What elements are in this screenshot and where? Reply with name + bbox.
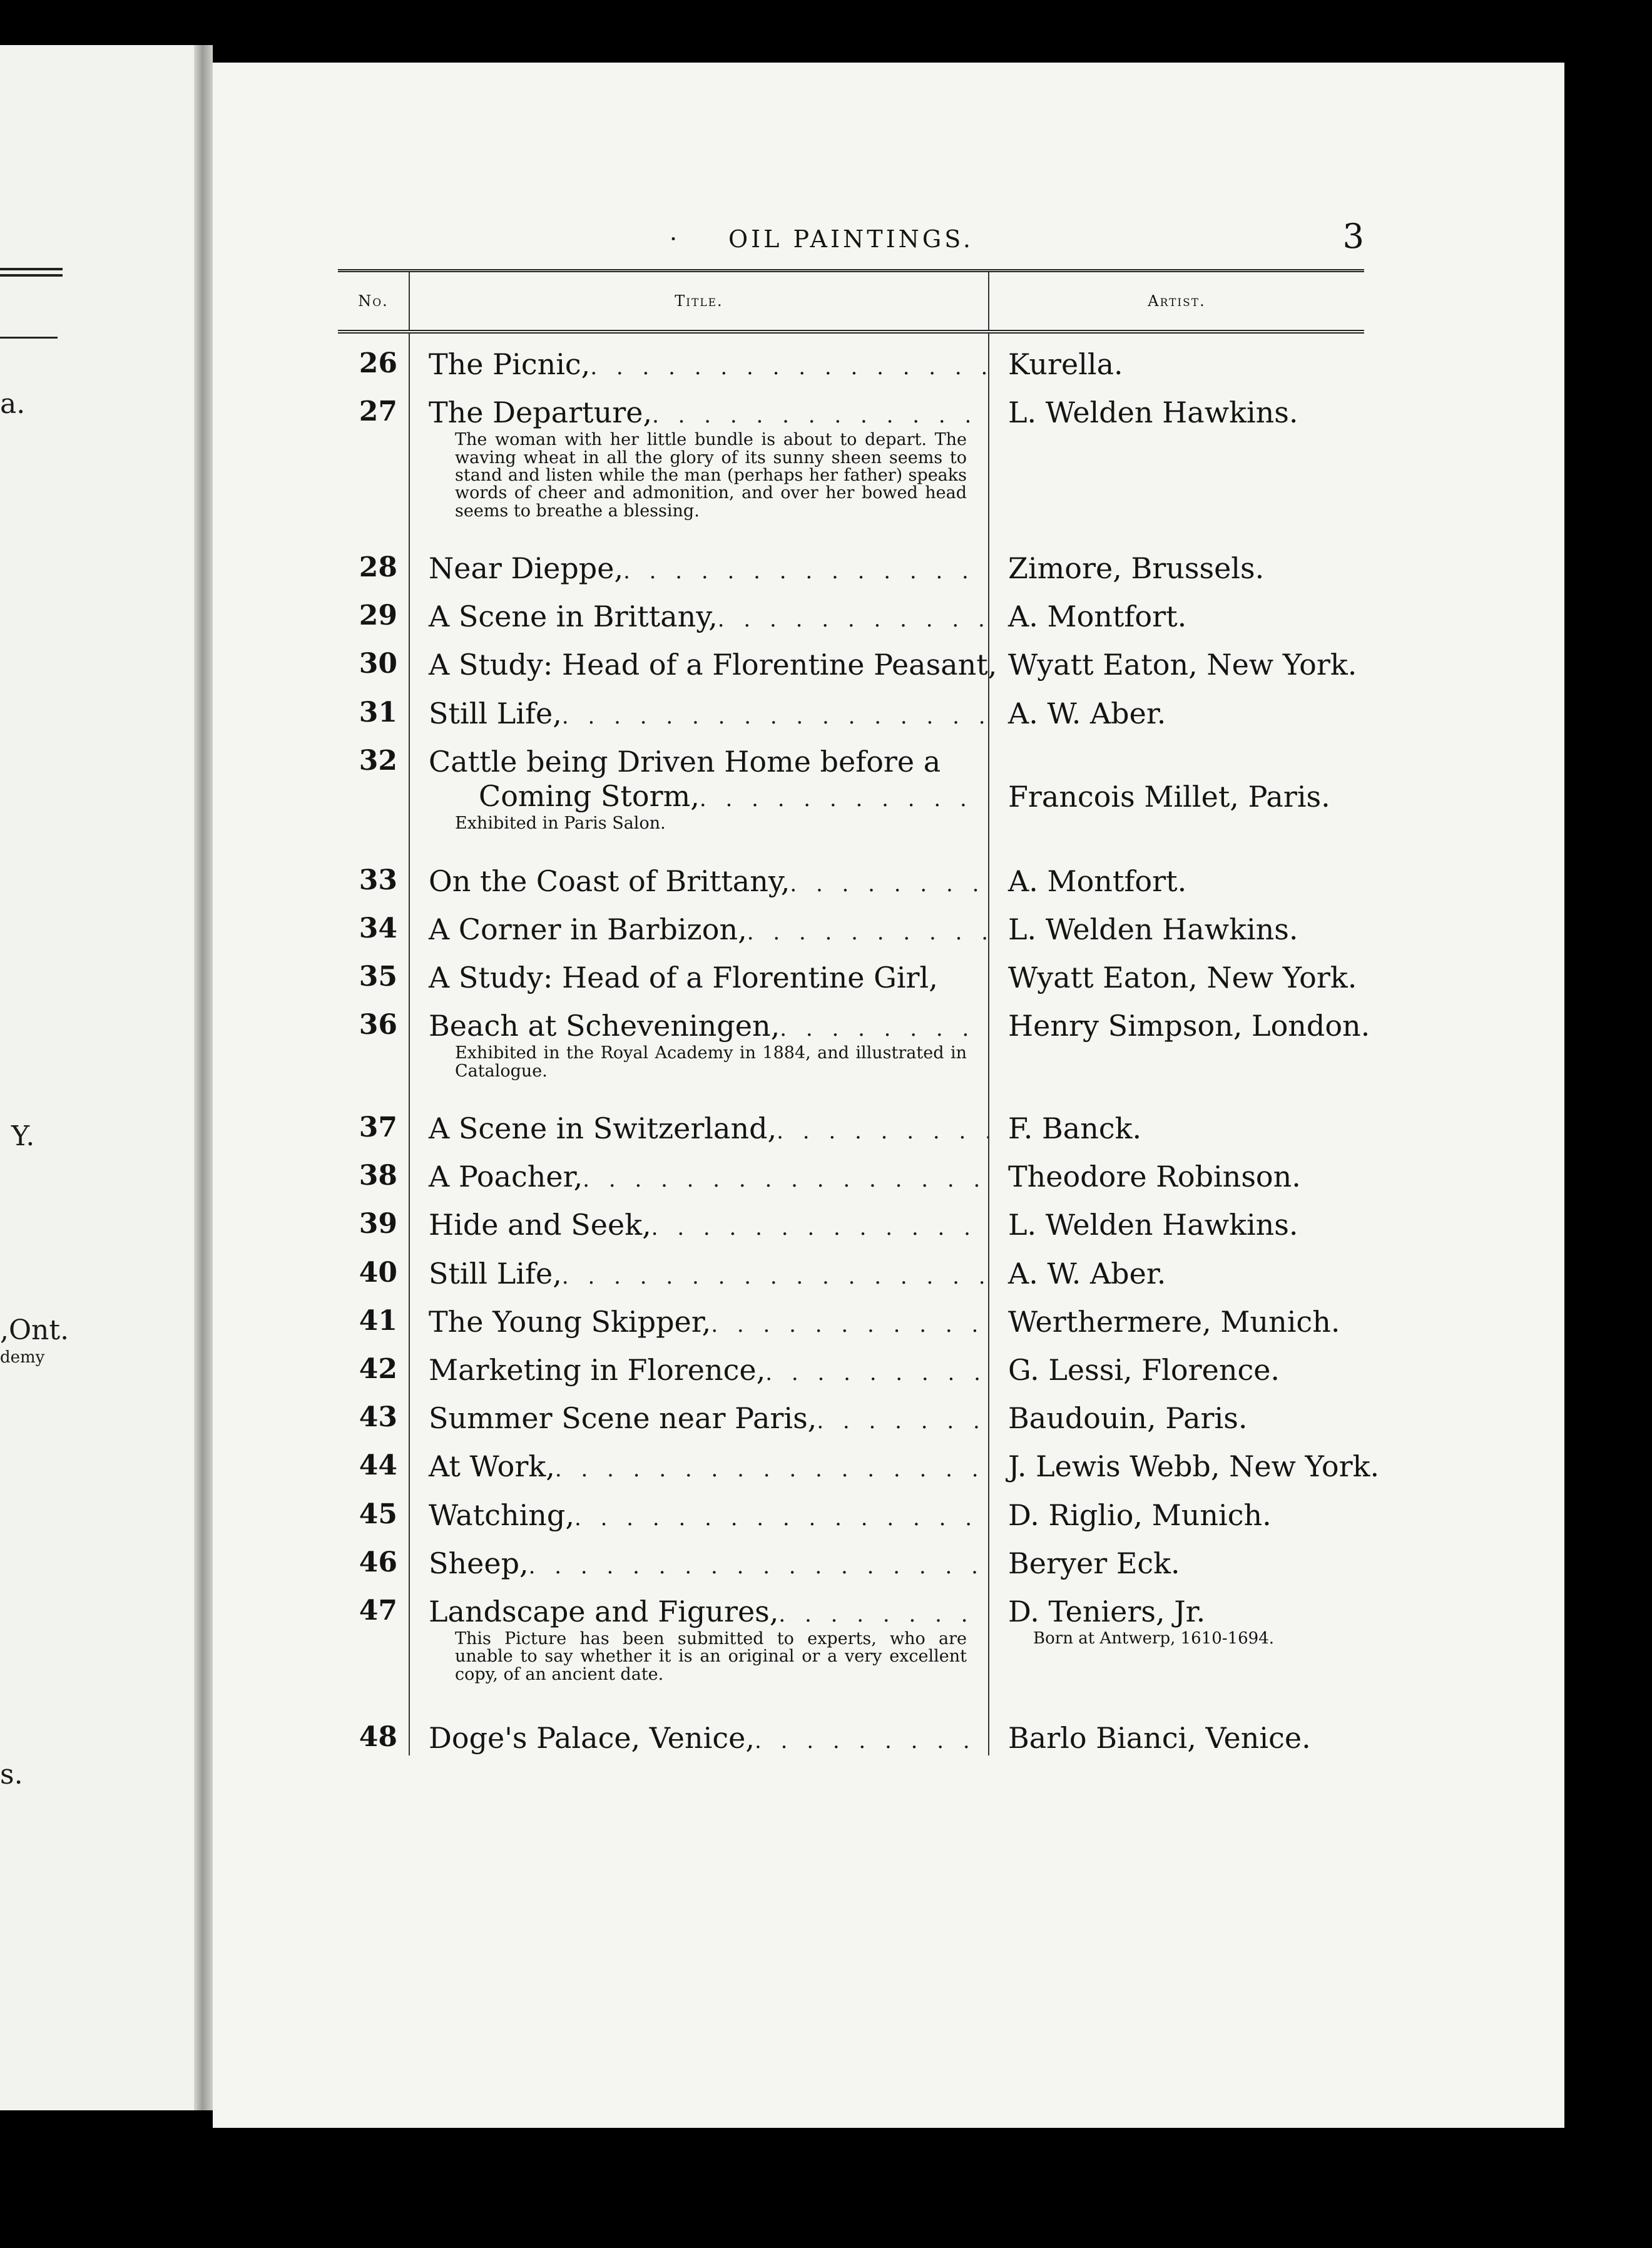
book-gutter [194, 45, 213, 2110]
item-title: A Scene in Switzerland, [429, 1111, 777, 1145]
item-number: 32 [359, 744, 397, 777]
table-row [338, 1339, 1364, 1387]
item-number: 31 [359, 696, 397, 728]
item-title: Near Dieppe, [429, 551, 624, 586]
item-artist: J. Lewis Webb, New York. [989, 1436, 1364, 1484]
item-artist: Francois Millet, Paris. [989, 731, 1364, 833]
item-number: 41 [359, 1304, 397, 1337]
item-title: Still Life, [429, 1256, 562, 1290]
table-row [338, 332, 1364, 382]
table-row [338, 731, 1364, 833]
facing-page-rule [0, 337, 58, 339]
facing-page [0, 45, 204, 2110]
dot-leader [590, 355, 988, 381]
item-number: 44 [359, 1449, 397, 1482]
table-row [338, 1533, 1364, 1581]
dot-leader [651, 1215, 988, 1241]
facing-page-rule [0, 268, 63, 270]
dot-leader [780, 1016, 988, 1042]
running-title: OIL PAINTINGS. [728, 225, 974, 253]
dot-leader [777, 1119, 988, 1145]
dot-leader [583, 1167, 988, 1193]
item-artist: Baudouin, Paris. [989, 1387, 1364, 1436]
item-artist: L. Welden Hawkins. [989, 1194, 1364, 1242]
dot-leader [755, 1729, 988, 1754]
running-head [338, 213, 1364, 269]
item-title: The Young Skipper, [429, 1304, 711, 1339]
table-row [338, 1484, 1364, 1533]
table-row [338, 995, 1364, 1080]
column-header-title: Title. [409, 271, 989, 332]
table-row [338, 1111, 1364, 1146]
item-title: On the Coast of Brittany, [429, 864, 790, 898]
head-ornament: · [670, 225, 678, 253]
table-row [338, 1721, 1364, 1755]
item-number: 38 [359, 1160, 397, 1192]
item-number: 46 [359, 1546, 397, 1578]
row-spacer [338, 1080, 1364, 1111]
item-note: The woman with her little bundle is about to depart. The waving wheat in all the glory of its sunny sheen seems to stand and listen while the man (perhaps her father) speaks words of cheer and admonition, and over her bowed head seems to breathe a blessing. [455, 430, 967, 521]
item-artist: F. Banck. [989, 1111, 1364, 1146]
dot-leader [562, 704, 988, 730]
item-number: 35 [359, 960, 397, 993]
dot-leader [711, 1312, 988, 1338]
item-title: Summer Scene near Paris, [429, 1401, 817, 1436]
dot-leader [700, 787, 988, 812]
item-number: 47 [359, 1594, 397, 1627]
facing-page-rule [0, 274, 63, 277]
item-title: A Scene in Brittany, [429, 600, 718, 634]
item-title: The Departure, [429, 396, 653, 430]
item-artist: A. W. Aber. [989, 1243, 1364, 1291]
item-title-continued: Coming Storm, [479, 779, 700, 814]
catalogue-page [338, 213, 1380, 1755]
page-number: 3 [1342, 217, 1364, 256]
item-artist: L. Welden Hawkins. [989, 382, 1364, 520]
item-number: 29 [359, 600, 397, 632]
item-note: Exhibited in the Royal Academy in 1884, and illustrated in Catalogue. [455, 1043, 967, 1081]
table-row [338, 899, 1364, 947]
dot-leader [817, 1409, 988, 1434]
item-title: Hide and Seek, [429, 1208, 651, 1242]
table-row [338, 1387, 1364, 1436]
item-artist: Wyatt Eaton, New York. [989, 947, 1364, 995]
item-artist: Werthermere, Munich. [989, 1291, 1364, 1339]
dot-leader [790, 872, 988, 897]
item-number: 27 [359, 396, 397, 428]
item-number: 36 [359, 1009, 397, 1041]
row-spacer [338, 833, 1364, 864]
facing-page-text: demy [0, 1348, 45, 1367]
item-artist: A. Montfort. [989, 864, 1364, 899]
item-number: 48 [359, 1721, 397, 1754]
facing-page-text: ,Ont. [0, 1314, 69, 1346]
column-header-artist: Artist. [989, 271, 1364, 332]
item-artist: Beryer Eck. [989, 1533, 1364, 1581]
item-title: Beach at Scheveningen, [429, 1009, 780, 1043]
dot-leader [555, 1457, 988, 1483]
item-number: 34 [359, 912, 397, 944]
item-number: 28 [359, 551, 397, 584]
item-title: Watching, [429, 1498, 574, 1532]
item-number: 42 [359, 1352, 397, 1385]
item-note: This Picture has been submitted to experts, who are unable to say whether it is an original or a very excellent copy, of an ancient date. [455, 1629, 967, 1684]
dot-leader [623, 559, 988, 585]
item-title: Marketing in Florence, [429, 1352, 766, 1387]
item-number: 39 [359, 1208, 397, 1240]
item-title: At Work, [429, 1449, 555, 1484]
table-row [338, 947, 1364, 995]
item-artist: Barlo Bianci, Venice. [989, 1721, 1364, 1755]
item-title: Still Life, [429, 696, 562, 730]
item-artist: D. Riglio, Munich. [989, 1484, 1364, 1533]
item-artist: Henry Simpson, London. [989, 995, 1364, 1080]
facing-page-text: s. [0, 1759, 23, 1791]
column-header-no: No. [338, 271, 409, 332]
item-title: A Study: Head of a Florentine Girl, [429, 960, 938, 994]
item-artist: A. W. Aber. [989, 683, 1364, 731]
item-number: 37 [359, 1111, 397, 1143]
item-title: A Poacher, [429, 1160, 583, 1194]
item-number: 33 [359, 864, 397, 896]
item-title: Cattle being Driven Home before a [429, 744, 941, 779]
item-note: Exhibited in Paris Salon. [455, 814, 666, 834]
item-artist: Kurella. [989, 332, 1364, 382]
item-artist: A. Montfort. [989, 586, 1364, 634]
table-row [338, 683, 1364, 731]
facing-page-text: a. [0, 388, 26, 420]
dot-leader [529, 1554, 988, 1580]
item-title: Sheep, [429, 1546, 529, 1580]
dot-leader [718, 607, 988, 633]
table-row [338, 864, 1364, 899]
dot-leader [765, 1361, 988, 1386]
table-row [338, 1194, 1364, 1242]
item-title: Landscape and Figures, [429, 1594, 779, 1628]
table-row [338, 586, 1364, 634]
item-artist: L. Welden Hawkins. [989, 899, 1364, 947]
table-row [338, 382, 1364, 520]
table-row [338, 1291, 1364, 1339]
item-artist-note: Born at Antwerp, 1610-1694. [1033, 1629, 1275, 1648]
item-number: 45 [359, 1498, 397, 1530]
item-artist: Theodore Robinson. [989, 1146, 1364, 1194]
dot-leader [778, 1602, 988, 1628]
table-header-row [338, 271, 1364, 332]
table-row [338, 634, 1364, 682]
item-title: A Corner in Barbizon, [429, 912, 747, 946]
item-number: 26 [359, 347, 397, 379]
table-row [338, 1146, 1364, 1194]
item-title: The Picnic, [429, 347, 591, 381]
dot-leader [747, 920, 988, 946]
item-number: 40 [359, 1256, 397, 1289]
row-spacer [338, 1683, 1364, 1721]
facing-page-text: Y. [11, 1120, 35, 1152]
dot-leader [574, 1506, 988, 1531]
item-number: 30 [359, 648, 397, 680]
dot-leader [652, 403, 988, 429]
catalogue-table [338, 269, 1380, 1755]
item-artist: Zimore, Brussels. [989, 551, 1364, 586]
table-row [338, 1581, 1364, 1683]
table-row [338, 1436, 1364, 1484]
dot-leader [562, 1264, 988, 1290]
table-row [338, 551, 1364, 586]
item-title: A Study: Head of a Florentine Peasant, [429, 648, 997, 682]
item-artist: Wyatt Eaton, New York. [989, 634, 1364, 682]
item-artist: D. Teniers, Jr. [1008, 1594, 1206, 1628]
item-number: 43 [359, 1401, 397, 1434]
table-row [338, 1243, 1364, 1291]
row-spacer [338, 520, 1364, 551]
item-title: Doge's Palace, Venice, [429, 1721, 755, 1755]
item-artist: G. Lessi, Florence. [989, 1339, 1364, 1387]
